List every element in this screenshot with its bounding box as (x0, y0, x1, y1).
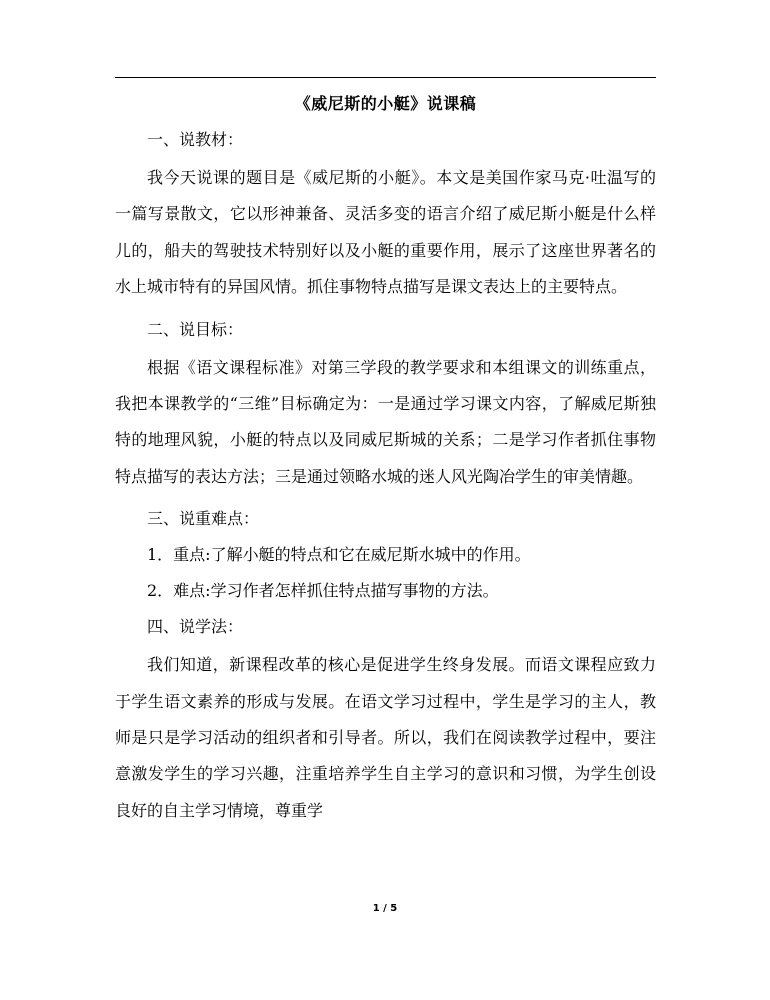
section-heading: 四、说学法： (147, 617, 244, 637)
section-goals (115, 318, 656, 496)
section-heading: 一、说教材： (147, 130, 244, 149)
document-body (115, 92, 656, 829)
header-rule (115, 77, 656, 78)
section-paragraph: 我们知道，新课程改革的核心是促进学生终身发展。而语文课程应致力于学生语文素养的形成与发展。在语文学习过程中，学生是学习的主人，教师是只是学习活动的组织者和引导者。所以，我们在阅读教学过程中，要注意激发学生的学习兴趣，注重培养学生自主学习的意识和习惯，为学生创设良好的自主学习情境，尊重学 (115, 655, 656, 820)
section-paragraph: 我今天说课的题目是《威尼斯的小艇》。本文是美国作家马克·吐温写的一篇写景散文，它以形神兼备、灵活多变的语言介绍了威尼斯小艇是什么样儿的，船夫的驾驶技术特别好以及小艇的重要作用，展示了这座世界著名的水上城市特有的异国风情。抓住事物特点描写是课文表达上的主要特点。 (115, 168, 656, 297)
section-heading: 二、说目标： (147, 319, 244, 339)
document-title: 《威尼斯的小艇》说课稿 (294, 94, 477, 113)
section-paragraph: 根据《语文课程标准》对第三学段的教学要求和本组课文的训练重点，我把本课教学的“三维”目标确定为：一是通过学习课文内容，了解威尼斯独特的地理风貌，小艇的特点以及同威尼斯城的关系；二是学习作者抓住事物特点描写的表达方法；三是通过领略水城的迷人风光陶冶学生的审美情趣。 (115, 357, 656, 486)
section-textbook (115, 128, 656, 306)
section-key-points (115, 507, 656, 603)
section-heading: 三、说重难点： (147, 509, 260, 529)
section-learning-method (115, 615, 656, 829)
difficulty-item: 2．难点:学习作者怎样抓住特点描写事物的方法。 (147, 581, 499, 601)
key-point-item: 1．重点:了解小艇的特点和它在威尼斯水城中的作用。 (147, 545, 531, 565)
page-indicator: 1 / 5 (372, 903, 398, 914)
